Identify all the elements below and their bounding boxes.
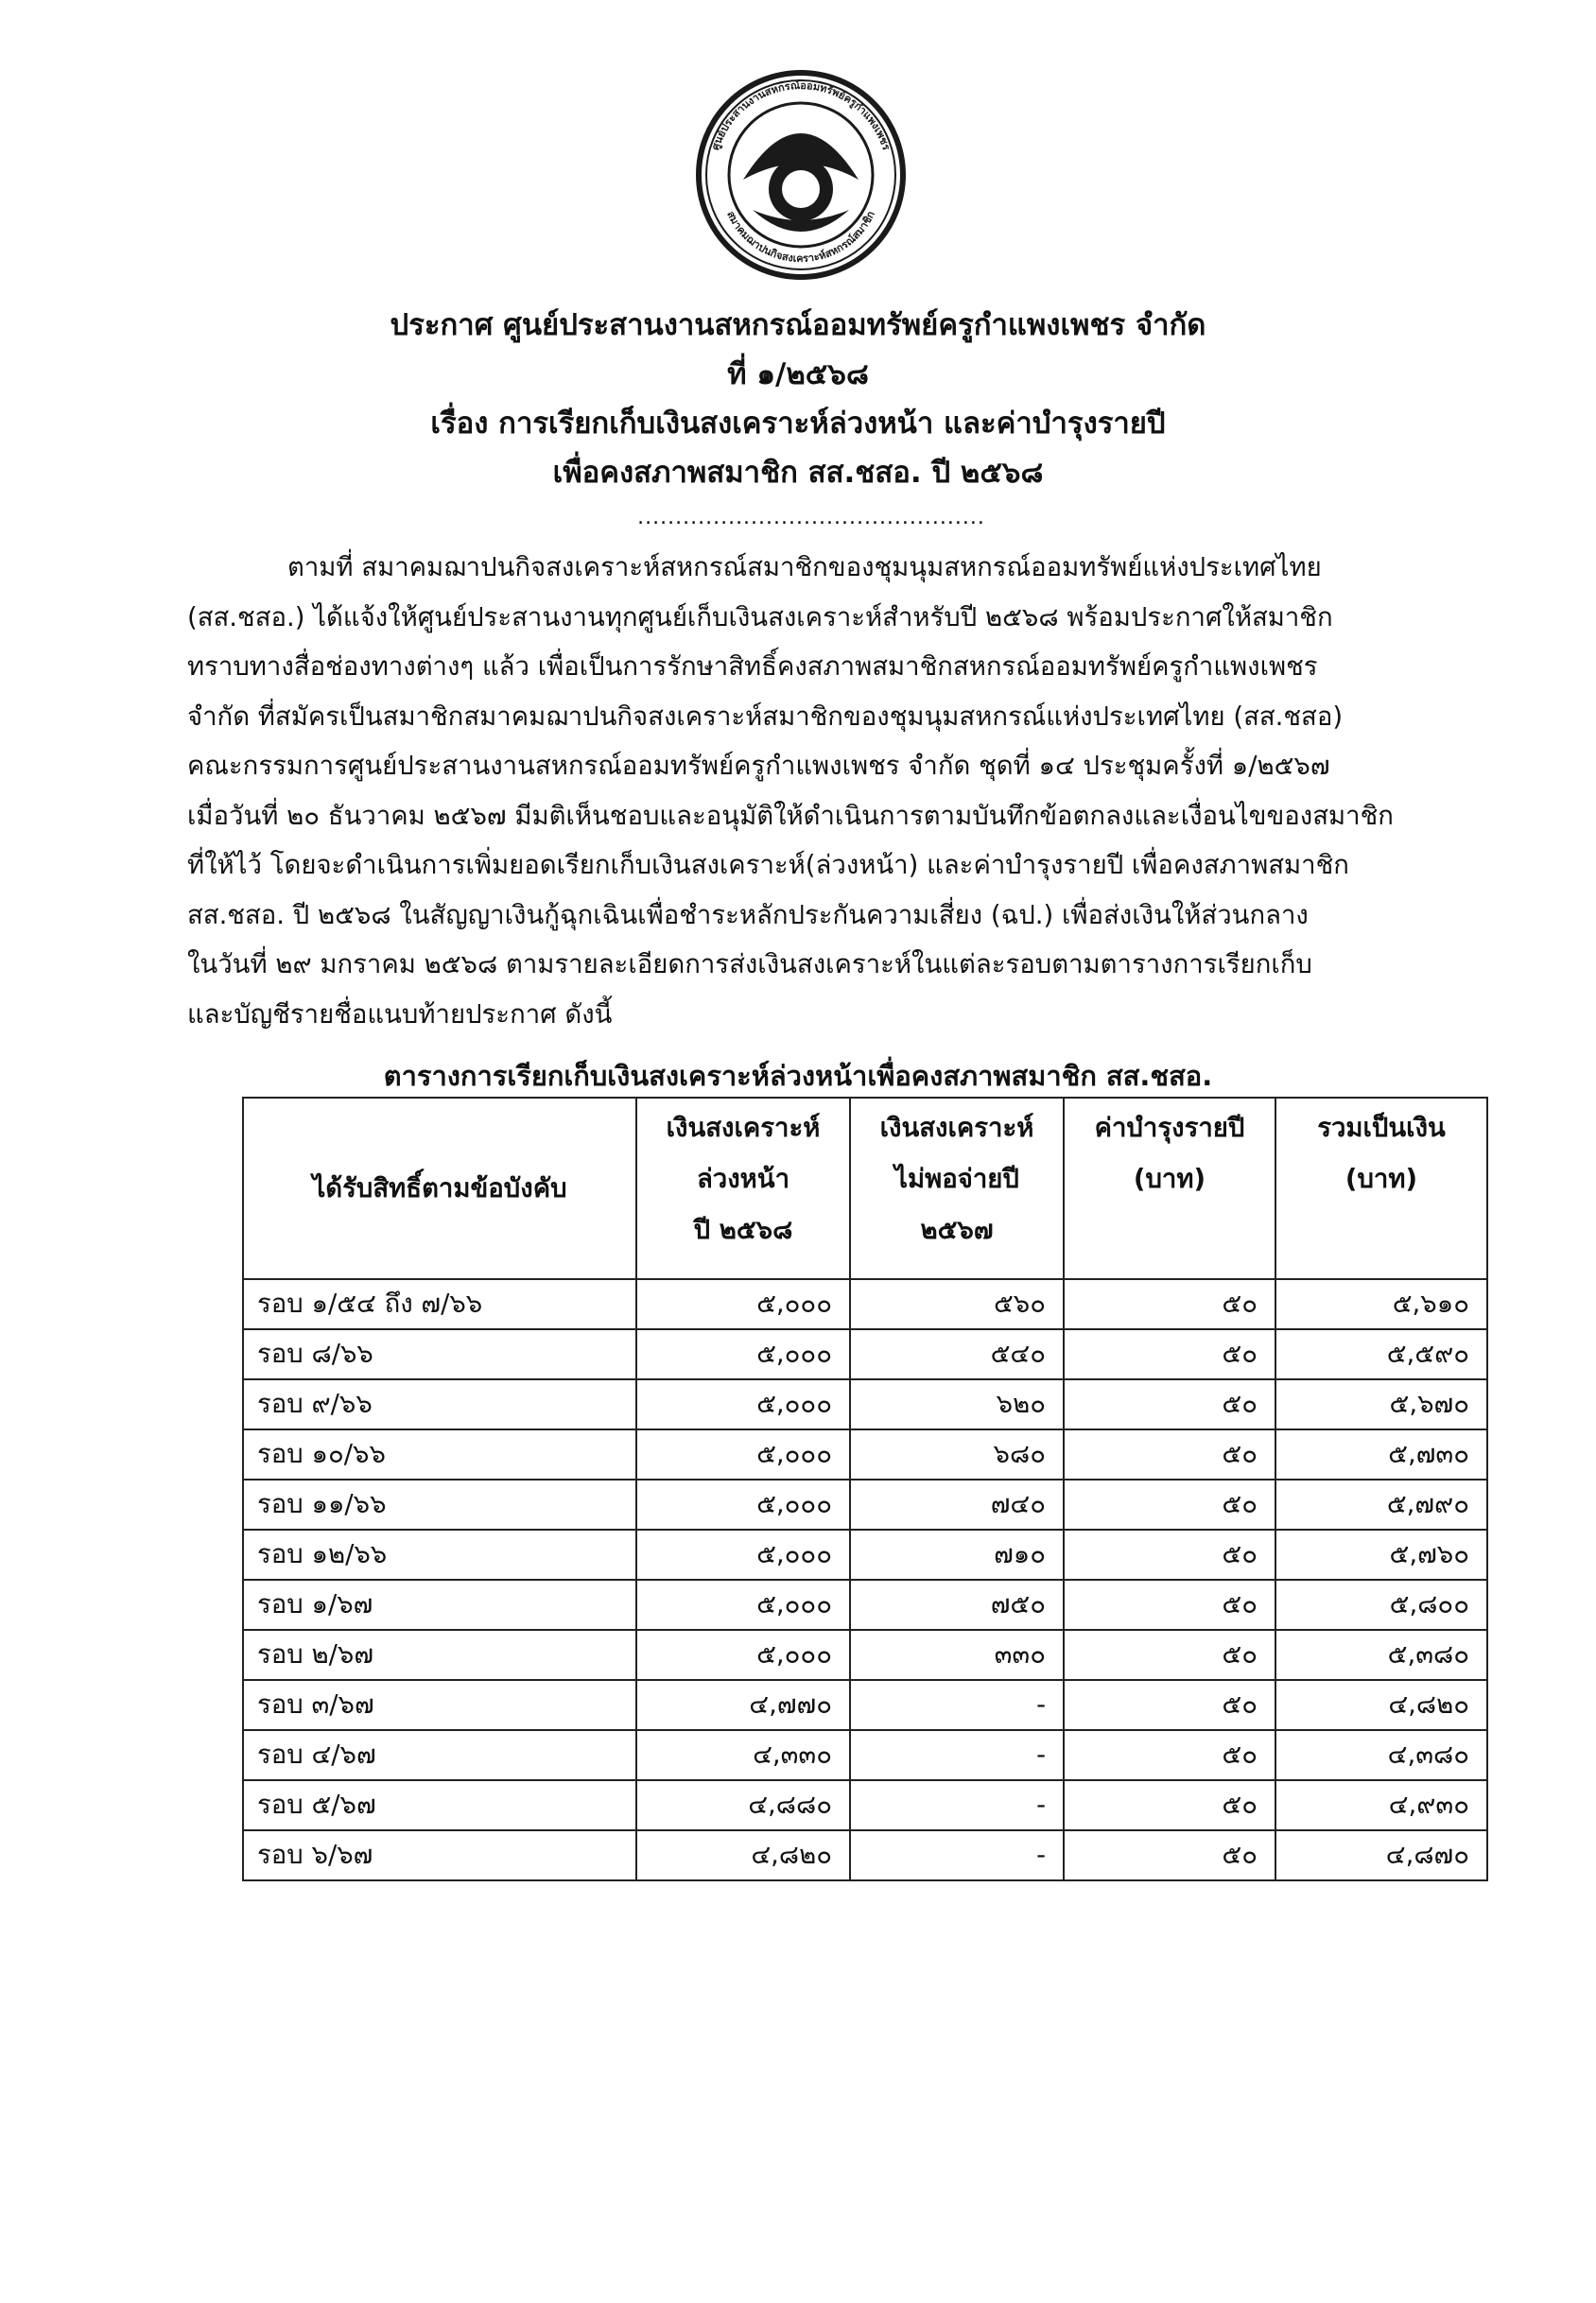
annual-fee-cell: ๕๐ (1064, 1580, 1275, 1630)
annual-fee-cell: ๕๐ (1064, 1329, 1275, 1379)
shortfall-amount-cell: ๗๕๐ (850, 1580, 1064, 1630)
total-amount-cell: ๔,๙๓๐ (1275, 1780, 1487, 1830)
body-line: เมื่อวันที่ ๒๐ ธันวาคม ๒๕๖๗ มีมติเห็นชอบและอนุมัติให้ดำเนินการตามบันทึกข้อตกลงและเงื่อนไขของสมาชิก (187, 800, 1394, 831)
body-line: ที่ให้ไว้ โดยจะดำเนินการเพิ่มยอดเรียกเก็บเงินสงเคราะห์(ล่วงหน้า) และค่าบำรุงรายปี เพื่อคงสภาพสมาชิก (187, 850, 1349, 880)
round-cell: รอบ ๔/๖๗ (243, 1730, 636, 1780)
total-amount-cell: ๕,๘๐๐ (1275, 1580, 1487, 1630)
round-cell: รอบ ๘/๖๖ (243, 1329, 636, 1379)
advance-amount-cell: ๔,๓๓๐ (636, 1730, 850, 1780)
header-entitlement: ได้รับสิทธิ์ตามข้อบังคับ (243, 1098, 636, 1279)
annual-fee-cell: ๕๐ (1064, 1630, 1275, 1680)
heading-subject: เรื่อง การเรียกเก็บเงินสงเคราะห์ล่วงหน้า และค่าบำรุงรายปี (430, 407, 1166, 441)
body-line: ในวันที่ ๒๙ มกราคม ๒๕๖๘ ตามรายละเอียดการส่งเงินสงเคราะห์ในแต่ละรอบตามตารางการเรียกเก็บ (187, 949, 1312, 979)
heading-separator: .............................................. (637, 509, 985, 528)
shortfall-amount-cell: ๓๓๐ (850, 1630, 1064, 1680)
heading-issuer: ประกาศ ศูนย์ประสานงานสหกรณ์ออมทรัพย์ครูกำแพงเพชร จำกัด (390, 308, 1206, 342)
seal-ring-text-bottom: สมาคมฌาปนกิจสงเคราะห์สหกรณ์สมาชิก (724, 209, 877, 266)
total-amount-cell: ๕,๗๙๐ (1275, 1480, 1487, 1530)
annual-fee-cell: ๕๐ (1064, 1530, 1275, 1580)
advance-amount-cell: ๕,๐๐๐ (636, 1480, 850, 1530)
table-row (243, 1680, 1487, 1730)
shortfall-amount-cell: ๖๘๐ (850, 1429, 1064, 1480)
announcement-heading (0, 301, 1596, 497)
round-cell: รอบ ๖/๖๗ (243, 1830, 636, 1880)
shortfall-amount-cell: - (850, 1830, 1064, 1880)
total-amount-cell: ๕,๖๗๐ (1275, 1379, 1487, 1429)
advance-amount-cell: ๕,๐๐๐ (636, 1630, 850, 1680)
body-line: จำกัด ที่สมัครเป็นสมาชิกสมาคมฌาปนกิจสงเคราะห์สมาชิกของชุมนุมสหกรณ์แห่งประเทศไทย (สส.ชสอ) (187, 701, 1344, 732)
advance-amount-cell: ๕,๐๐๐ (636, 1329, 850, 1379)
total-amount-cell: ๕,๗๖๐ (1275, 1530, 1487, 1580)
header-total: รวมเป็นเงิน (บาท) (1275, 1098, 1487, 1279)
table-row (243, 1580, 1487, 1630)
table-row (243, 1429, 1487, 1480)
shortfall-amount-cell: ๖๒๐ (850, 1379, 1064, 1429)
shortfall-amount-cell: ๕๖๐ (850, 1279, 1064, 1329)
total-amount-cell: ๕,๗๓๐ (1275, 1429, 1487, 1480)
round-cell: รอบ ๑๒/๖๖ (243, 1530, 636, 1580)
shortfall-amount-cell: - (850, 1730, 1064, 1780)
annual-fee-cell: ๕๐ (1064, 1279, 1275, 1329)
table-row (243, 1530, 1487, 1580)
fee-schedule-table (242, 1097, 1488, 1881)
advance-amount-cell: ๕,๐๐๐ (636, 1429, 850, 1480)
advance-amount-cell: ๕,๐๐๐ (636, 1530, 850, 1580)
annual-fee-cell: ๕๐ (1064, 1429, 1275, 1480)
table-row (243, 1279, 1487, 1329)
body-line: สส.ชสอ. ปี ๒๕๖๘ ในสัญญาเงินกู้ฉุกเฉินเพื่อชำระหลักประกันความเสี่ยง (ฉป.) เพื่อส่งเงินให้ส่วนกลาง (187, 899, 1309, 930)
advance-amount-cell: ๕,๐๐๐ (636, 1279, 850, 1329)
round-cell: รอบ ๒/๖๗ (243, 1630, 636, 1680)
header-annual-fee: ค่าบำรุงรายปี (บาท) (1064, 1098, 1275, 1279)
shortfall-amount-cell: ๗๑๐ (850, 1530, 1064, 1580)
body-line: (สส.ชสอ.) ได้แจ้งให้ศูนย์ประสานงานทุกศูนย์เก็บเงินสงเคราะห์สำหรับปี ๒๕๖๘ พร้อมประกาศให้สมาชิก (187, 601, 1333, 632)
shortfall-amount-cell: - (850, 1680, 1064, 1730)
shortfall-amount-cell: ๗๔๐ (850, 1480, 1064, 1530)
total-amount-cell: ๕,๓๘๐ (1275, 1630, 1487, 1680)
seal-ring-text-top: ศูนย์ประสานงานสหกรณ์ออมทรัพย์ครูกำแพงเพชร (709, 78, 893, 152)
body-line: คณะกรรมการศูนย์ประสานงานสหกรณ์ออมทรัพย์ครูกำแพงเพชร จำกัด ชุดที่ ๑๔ ประชุมครั้งที่ ๑/๒๕๖๗ (187, 751, 1330, 781)
round-cell: รอบ ๑/๕๔ ถึง ๗/๖๖ (243, 1279, 636, 1329)
table-row (243, 1480, 1487, 1530)
annual-fee-cell: ๕๐ (1064, 1830, 1275, 1880)
table-row (243, 1630, 1487, 1680)
header-shortfall-contribution: เงินสงเคราะห์ ไม่พอจ่ายปี ๒๕๖๗ (850, 1098, 1064, 1279)
organization-seal-icon (694, 68, 908, 282)
round-cell: รอบ ๕/๖๗ (243, 1780, 636, 1830)
round-cell: รอบ ๙/๖๖ (243, 1379, 636, 1429)
table-row (243, 1730, 1487, 1780)
announcement-body (187, 543, 1433, 1039)
body-line: ตามที่ สมาคมฌาปนกิจสงเคราะห์สหกรณ์สมาชิกของชุมนุมสหกรณ์ออมทรัพย์แห่งประเทศไทย (287, 552, 1322, 582)
round-cell: รอบ ๑/๖๗ (243, 1580, 636, 1630)
advance-amount-cell: ๕,๐๐๐ (636, 1580, 850, 1630)
round-cell: รอบ ๑๑/๖๖ (243, 1480, 636, 1530)
advance-amount-cell: ๔,๗๗๐ (636, 1680, 850, 1730)
total-amount-cell: ๕,๕๙๐ (1275, 1329, 1487, 1379)
table-row (243, 1379, 1487, 1429)
total-amount-cell: ๔,๘๒๐ (1275, 1680, 1487, 1730)
total-amount-cell: ๔,๘๗๐ (1275, 1830, 1487, 1880)
advance-amount-cell: ๔,๘๘๐ (636, 1780, 850, 1830)
table-row (243, 1329, 1487, 1379)
body-line: และบัญชีรายชื่อแนบท้ายประกาศ ดังนี้ (187, 998, 613, 1030)
table-header-row (243, 1098, 1487, 1279)
header-advance-contribution: เงินสงเคราะห์ ล่วงหน้า ปี ๒๕๖๘ (636, 1098, 850, 1279)
round-cell: รอบ ๓/๖๗ (243, 1680, 636, 1730)
heading-purpose: เพื่อคงสภาพสมาชิก สส.ชสอ. ปี ๒๕๖๘ (552, 456, 1044, 490)
total-amount-cell: ๕,๖๑๐ (1275, 1279, 1487, 1329)
table-title: ตารางการเรียกเก็บเงินสงเคราะห์ล่วงหน้าเพื่อคงสภาพสมาชิก สส.ชสอ. (383, 1060, 1213, 1092)
table-row (243, 1830, 1487, 1880)
body-line: ทราบทางสื่อช่องทางต่างๆ แล้ว เพื่อเป็นการรักษาสิทธิ์คงสภาพสมาชิกสหกรณ์ออมทรัพย์ครูกำแพงเพชร (187, 651, 1318, 682)
annual-fee-cell: ๕๐ (1064, 1780, 1275, 1830)
round-cell: รอบ ๑๐/๖๖ (243, 1429, 636, 1480)
total-amount-cell: ๔,๓๘๐ (1275, 1730, 1487, 1780)
annual-fee-cell: ๕๐ (1064, 1379, 1275, 1429)
advance-amount-cell: ๔,๘๒๐ (636, 1830, 850, 1880)
advance-amount-cell: ๕,๐๐๐ (636, 1379, 850, 1429)
shortfall-amount-cell: ๕๔๐ (850, 1329, 1064, 1379)
heading-number: ที่ ๑/๒๕๖๘ (727, 357, 869, 391)
shortfall-amount-cell: - (850, 1780, 1064, 1830)
table-row (243, 1780, 1487, 1830)
annual-fee-cell: ๕๐ (1064, 1480, 1275, 1530)
annual-fee-cell: ๕๐ (1064, 1680, 1275, 1730)
annual-fee-cell: ๕๐ (1064, 1730, 1275, 1780)
